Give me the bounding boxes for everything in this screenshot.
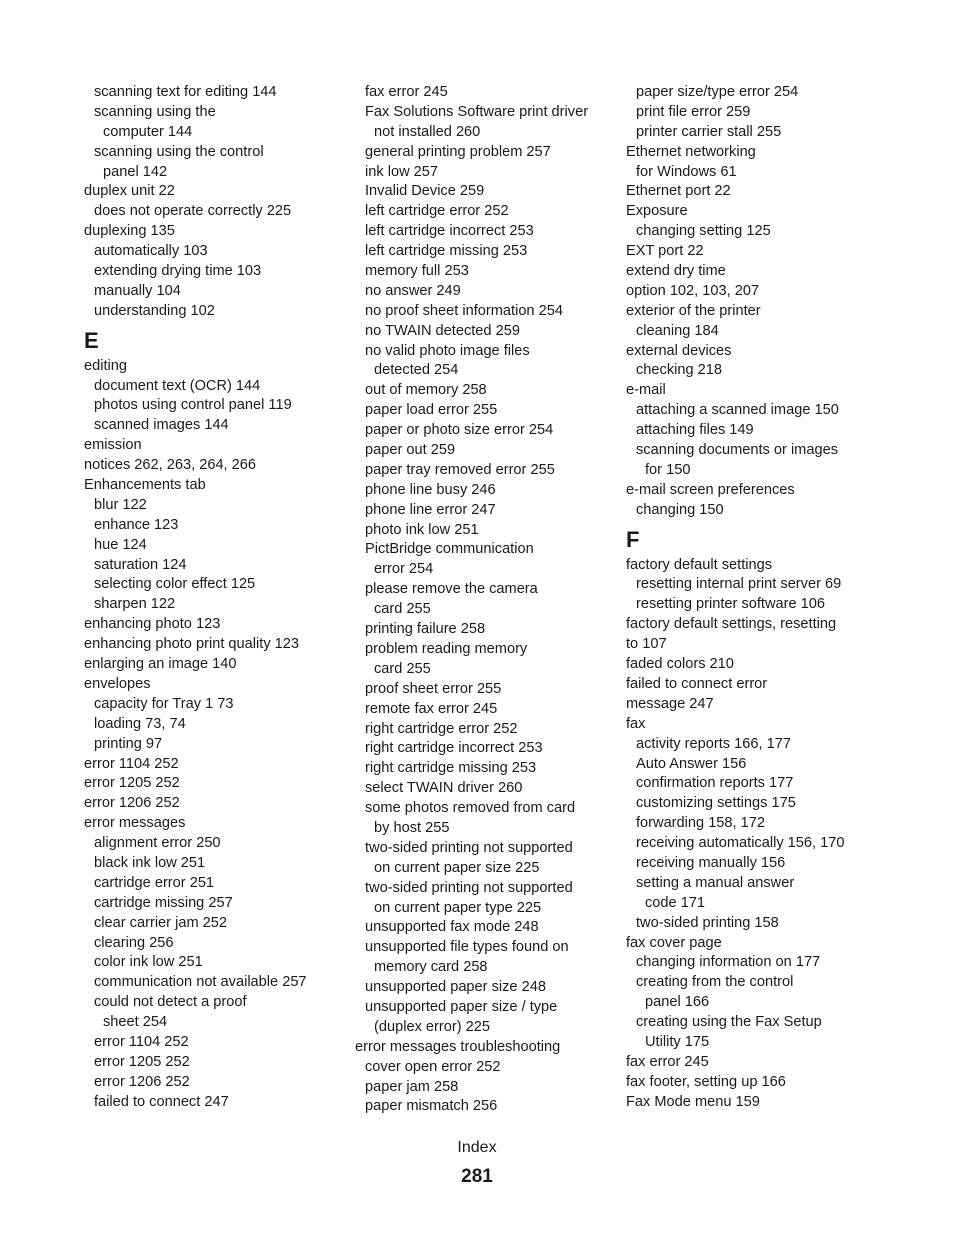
- index-subentry: alignment error 250: [94, 835, 221, 852]
- index-entry: Ethernet networking: [626, 143, 756, 160]
- index-subentry: paper jam 258: [365, 1078, 459, 1095]
- index-subentry: Auto Answer 156: [636, 755, 747, 772]
- index-subentry: no answer 249: [365, 282, 461, 299]
- index-subentry: manually 104: [94, 282, 181, 299]
- index-subentry: unsupported file types found on: [365, 939, 569, 956]
- index-subentry: could not detect a proof: [94, 994, 247, 1011]
- index-subentry: attaching files 149: [636, 422, 754, 439]
- index-entry: duplexing 135: [84, 223, 175, 240]
- index-subentry: left cartridge error 252: [365, 203, 509, 220]
- index-subentry: sharpen 122: [94, 596, 176, 613]
- index-subentry: forwarding 158, 172: [636, 815, 765, 832]
- index-entry: editing: [84, 357, 128, 374]
- index-subentry: general printing problem 257: [365, 143, 551, 160]
- index-subentry: does not operate correctly 225: [94, 203, 292, 220]
- index-subentry: cover open error 252: [365, 1058, 501, 1075]
- index-entry: fax cover page: [626, 934, 722, 951]
- index-entry: envelopes: [84, 675, 151, 692]
- index-entry-continuation: on current paper type 225: [374, 899, 542, 916]
- index-subentry: right cartridge missing 253: [365, 760, 537, 777]
- index-section-letter: E: [84, 327, 99, 353]
- index-entry: Exposure: [626, 203, 688, 220]
- index-subentry: scanned images 144: [94, 417, 229, 434]
- index-entry-continuation: card 255: [374, 660, 431, 677]
- index-entry-continuation: card 255: [374, 601, 431, 618]
- index-subentry: printer carrier stall 255: [636, 123, 782, 140]
- index-subentry: scanning documents or images: [636, 442, 838, 459]
- index-subentry: paper or photo size error 254: [365, 422, 554, 439]
- index-subentry: phone line error 247: [365, 501, 496, 518]
- index-subentry: remote fax error 245: [365, 700, 498, 717]
- index-entry: failed to connect error: [626, 675, 768, 692]
- index-subentry: no valid photo image files: [365, 342, 530, 359]
- index-entry: to 107: [626, 636, 667, 653]
- index-subentry: no proof sheet information 254: [365, 302, 563, 319]
- index-entry-continuation: error 254: [374, 561, 434, 578]
- index-subentry: photos using control panel 119: [94, 397, 292, 414]
- index-subentry: hue 124: [94, 536, 147, 553]
- index-subentry: automatically 103: [94, 243, 208, 260]
- index-subentry: select TWAIN driver 260: [365, 780, 523, 797]
- index-subentry: for Windows 61: [636, 163, 737, 180]
- index-subentry: capacity for Tray 1 73: [94, 695, 234, 712]
- index-entry: notices 262, 263, 264, 266: [84, 457, 257, 474]
- index-subentry: right cartridge error 252: [365, 720, 518, 737]
- index-column-2: [355, 83, 617, 1117]
- index-subentry: error 1205 252: [94, 1053, 190, 1070]
- index-subentry: some photos removed from card: [365, 800, 576, 817]
- index-subentry: phone line busy 246: [365, 481, 496, 498]
- index-subentry: right cartridge incorrect 253: [365, 740, 543, 757]
- index-subentry: blur 122: [94, 496, 147, 513]
- index-subentry: scanning using the: [94, 103, 216, 120]
- index-subentry: loading 73, 74: [94, 715, 186, 732]
- index-subentry: unsupported paper size 248: [365, 979, 546, 996]
- index-subentry: two-sided printing not supported: [365, 879, 573, 896]
- index-entry: fax error 245: [626, 1053, 709, 1070]
- index-subentry: unsupported fax mode 248: [365, 919, 539, 936]
- index-subentry: error 1206 252: [94, 1073, 190, 1090]
- index-entry-continuation: Utility 175: [645, 1033, 710, 1050]
- index-subentry: scanning text for editing 144: [94, 84, 277, 100]
- index-entry: factory default settings: [626, 556, 773, 573]
- index-column-1: [84, 83, 346, 1113]
- index-subentry: clear carrier jam 252: [94, 914, 228, 931]
- index-entry-continuation: (duplex error) 225: [374, 1018, 490, 1035]
- index-entry-continuation: not installed 260: [374, 123, 481, 140]
- index-subentry: document text (OCR) 144: [94, 377, 261, 394]
- index-subentry: proof sheet error 255: [365, 680, 502, 697]
- index-subentry: setting a manual answer: [636, 874, 795, 891]
- index-entry: factory default settings, resetting: [626, 616, 837, 633]
- index-subentry: scanning using the control: [94, 143, 264, 160]
- index-subentry: receiving manually 156: [636, 854, 786, 871]
- index-entry-continuation: memory card 258: [374, 959, 488, 976]
- index-subentry: failed to connect 247: [94, 1093, 229, 1110]
- index-entry-continuation: detected 254: [374, 362, 459, 379]
- index-subentry: changing setting 125: [636, 223, 771, 240]
- index-entry: enlarging an image 140: [84, 656, 237, 673]
- index-subentry: understanding 102: [94, 302, 215, 319]
- index-subentry: print file error 259: [636, 103, 751, 120]
- index-subentry: PictBridge communication: [365, 541, 534, 558]
- index-entry: enhancing photo print quality 123: [84, 636, 300, 653]
- index-entry: EXT port 22: [626, 243, 704, 260]
- index-subentry: black ink low 251: [94, 854, 206, 871]
- index-entry-continuation: on current paper size 225: [374, 859, 540, 876]
- index-entry: error messages: [84, 815, 186, 832]
- index-subentry: clearing 256: [94, 934, 174, 951]
- index-entry: exterior of the printer: [626, 302, 761, 319]
- index-subentry: checking 218: [636, 362, 723, 379]
- index-subentry: activity reports 166, 177: [636, 735, 791, 752]
- index-subentry: printing 97: [94, 735, 163, 752]
- index-subentry: resetting printer software 106: [636, 596, 826, 613]
- index-entry: Enhancements tab: [84, 477, 206, 494]
- index-subentry: paper out 259: [365, 442, 456, 459]
- index-subentry: error 1104 252: [94, 1033, 189, 1050]
- index-entry: external devices: [626, 342, 732, 359]
- index-subentry: photo ink low 251: [365, 521, 479, 538]
- index-subentry: changing 150: [636, 501, 724, 518]
- index-entry: fax footer, setting up 166: [626, 1073, 786, 1090]
- index-subentry: printing failure 258: [365, 621, 486, 638]
- index-entry: error 1206 252: [84, 795, 180, 812]
- index-subentry: color ink low 251: [94, 954, 203, 971]
- index-subentry: Invalid Device 259: [365, 183, 485, 200]
- index-entry: e-mail: [626, 382, 666, 399]
- index-subentry: communication not available 257: [94, 974, 307, 991]
- index-subentry: no TWAIN detected 259: [365, 322, 520, 339]
- index-subentry: confirmation reports 177: [636, 775, 794, 792]
- index-subentry: receiving automatically 156, 170: [636, 835, 845, 852]
- index-subentry: attaching a scanned image 150: [636, 402, 839, 419]
- index-subentry: out of memory 258: [365, 382, 487, 399]
- index-entry: extend dry time: [626, 263, 726, 280]
- index-entry: fax: [626, 715, 646, 732]
- index-entry-continuation: for 150: [645, 461, 691, 478]
- index-subentry: selecting color effect 125: [94, 576, 256, 593]
- index-column-3: [626, 83, 888, 1113]
- index-subentry: cartridge error 251: [94, 874, 215, 891]
- index-subentry: paper load error 255: [365, 402, 498, 419]
- index-subentry: please remove the camera: [365, 581, 538, 598]
- index-entry: error messages troubleshooting: [355, 1038, 561, 1055]
- index-entry: emission: [84, 437, 142, 454]
- index-subentry: creating from the control: [636, 974, 794, 991]
- index-subentry: extending drying time 103: [94, 263, 262, 280]
- index-entry: faded colors 210: [626, 656, 734, 673]
- index-subentry: cartridge missing 257: [94, 894, 233, 911]
- index-subentry: cleaning 184: [636, 322, 719, 339]
- index-entry: error 1205 252: [84, 775, 180, 792]
- footer-label: Index: [457, 1139, 497, 1156]
- index-entry: error 1104 252: [84, 755, 179, 772]
- index-subentry: two-sided printing not supported: [365, 839, 573, 856]
- index-subentry: customizing settings 175: [636, 795, 796, 812]
- index-subentry: saturation 124: [94, 556, 187, 573]
- index-entry: Ethernet port 22: [626, 183, 731, 200]
- index-subentry: enhance 123: [94, 516, 179, 533]
- index-entry: enhancing photo 123: [84, 616, 221, 633]
- index-section-letter: F: [626, 526, 640, 552]
- index-entry: e-mail screen preferences: [626, 481, 795, 498]
- index-subentry: memory full 253: [365, 263, 469, 280]
- index-entry-continuation: panel 166: [645, 994, 710, 1011]
- index-subentry: ink low 257: [365, 163, 439, 180]
- index-entry-continuation: by host 255: [374, 819, 450, 836]
- index-subentry: resetting internal print server 69: [636, 576, 842, 593]
- index-subentry: paper size/type error 254: [636, 84, 799, 100]
- index-entry-continuation: panel 142: [103, 163, 168, 180]
- index-subentry: left cartridge incorrect 253: [365, 223, 534, 240]
- index-entry: option 102, 103, 207: [626, 282, 760, 299]
- index-subentry: fax error 245: [365, 84, 448, 100]
- page-number: 281: [461, 1166, 493, 1187]
- index-subentry: creating using the Fax Setup: [636, 1014, 822, 1031]
- index-subentry: two-sided printing 158: [636, 914, 779, 931]
- index-subentry: changing information on 177: [636, 954, 821, 971]
- index-subentry: left cartridge missing 253: [365, 243, 528, 260]
- index-entry-continuation: computer 144: [103, 123, 193, 140]
- index-entry-continuation: sheet 254: [103, 1014, 168, 1031]
- index-subentry: unsupported paper size / type: [365, 998, 558, 1015]
- index-entry-continuation: code 171: [645, 894, 706, 911]
- index-subentry: paper mismatch 256: [365, 1098, 498, 1115]
- index-entry: message 247: [626, 695, 714, 712]
- index-subentry: Fax Solutions Software print driver: [365, 103, 589, 120]
- index-subentry: problem reading memory: [365, 640, 528, 657]
- index-entry: Fax Mode menu 159: [626, 1093, 760, 1110]
- index-subentry: paper tray removed error 255: [365, 461, 555, 478]
- index-entry: duplex unit 22: [84, 183, 175, 200]
